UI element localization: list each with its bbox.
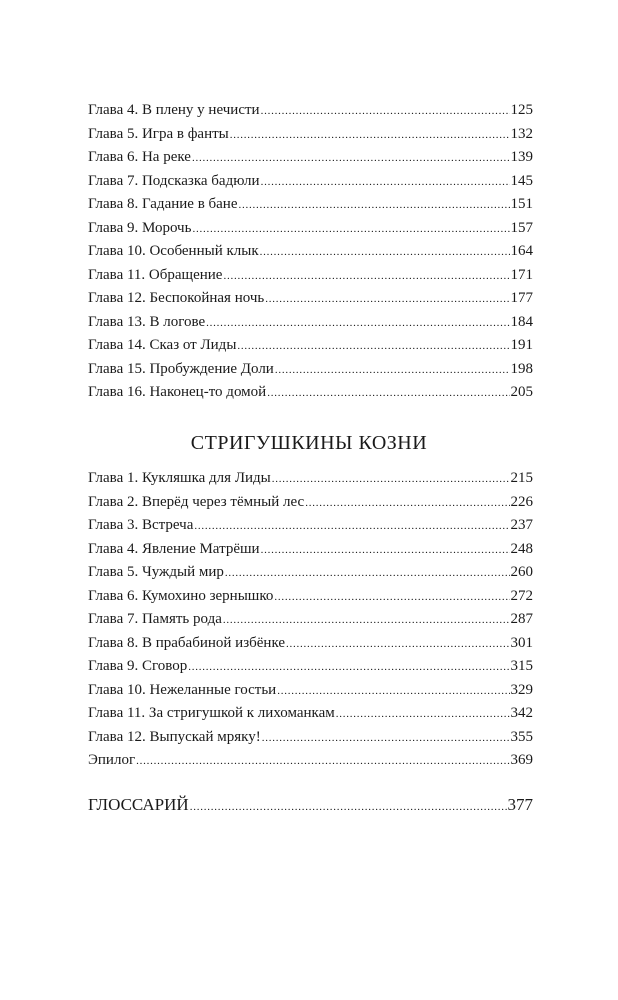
entry-page: 248 <box>510 540 533 557</box>
entry-title: Глава 12. Беспокойная ночь <box>88 290 265 306</box>
dot-leader <box>261 538 510 563</box>
entry-title: Глава 2. Вперёд через тёмный лес <box>88 493 305 510</box>
dot-leader <box>230 123 510 148</box>
dot-leader <box>267 381 509 406</box>
toc-entry[interactable] <box>88 608 533 632</box>
toc-section-1 <box>88 99 533 405</box>
entry-page: 157 <box>510 219 533 236</box>
toc-entry[interactable] <box>88 655 533 679</box>
toc-entry[interactable] <box>88 585 533 609</box>
dot-leader <box>223 608 510 633</box>
entry-page: 260 <box>510 564 533 580</box>
entry-title: Глава 8. В прабабиной избёнке <box>88 634 286 651</box>
entry-page: 164 <box>510 243 533 259</box>
entry-page: 215 <box>510 470 533 486</box>
dot-leader <box>274 585 509 610</box>
entry-page: 226 <box>510 493 533 510</box>
dot-leader <box>262 726 510 751</box>
toc-entry[interactable] <box>88 193 533 217</box>
entry-title: Глава 3. Встреча <box>88 517 194 533</box>
toc-entry[interactable] <box>88 514 533 538</box>
dot-leader <box>275 358 510 383</box>
entry-page: 315 <box>510 658 533 674</box>
entry-title: Глава 4. В плену у нечисти <box>88 102 260 118</box>
dot-leader <box>223 264 509 289</box>
toc-entry[interactable] <box>88 170 533 194</box>
toc-entry[interactable] <box>88 381 533 405</box>
toc-entry[interactable] <box>88 146 533 170</box>
dot-leader <box>188 655 509 680</box>
entry-page: 237 <box>510 517 533 533</box>
dot-leader <box>239 193 510 218</box>
entry-title: Глава 10. Нежеланные гостьи <box>88 681 277 698</box>
entry-page: 301 <box>510 634 533 651</box>
entry-page: 272 <box>510 587 533 604</box>
entry-page: 125 <box>510 102 533 118</box>
entry-title: Глава 9. Сговор <box>88 658 188 674</box>
toc-entry[interactable] <box>88 467 533 491</box>
toc-entry[interactable] <box>88 334 533 358</box>
dot-leader <box>192 217 509 242</box>
toc-entry[interactable] <box>88 358 533 382</box>
toc-glossary <box>88 793 533 817</box>
toc-entry-glossary[interactable] <box>88 793 533 817</box>
dot-leader <box>286 632 509 657</box>
entry-page: 132 <box>510 125 533 142</box>
entry-page: 177 <box>510 290 533 306</box>
toc-entry[interactable] <box>88 749 533 773</box>
entry-page: 191 <box>510 337 533 353</box>
entry-page: 198 <box>510 360 533 377</box>
toc-entry[interactable] <box>88 538 533 562</box>
dot-leader <box>136 749 509 774</box>
entry-title: Глава 5. Игра в фанты <box>88 125 229 142</box>
toc-entry[interactable] <box>88 311 533 335</box>
entry-title: Глава 7. Подсказка бадюли <box>88 172 260 189</box>
entry-title: Глава 16. Наконец-то домой <box>88 384 267 400</box>
entry-page: 145 <box>510 172 533 189</box>
entry-page: 377 <box>507 795 533 814</box>
entry-title: Глава 15. Пробуждение Доли <box>88 360 274 377</box>
toc-entry[interactable] <box>88 702 533 726</box>
part-heading: СТРИГУШКИНЫ КОЗНИ <box>190 432 428 454</box>
toc-entry[interactable] <box>88 240 533 264</box>
entry-page: 139 <box>510 149 533 165</box>
dot-leader <box>206 311 509 336</box>
entry-title: Глава 5. Чуждый мир <box>88 564 224 580</box>
dot-leader <box>272 467 510 492</box>
entry-page: 205 <box>510 384 533 400</box>
toc-entry[interactable] <box>88 726 533 750</box>
toc-entry[interactable] <box>88 287 533 311</box>
dot-leader <box>277 679 509 704</box>
entry-title: Глава 8. Гадание в бане <box>88 196 238 212</box>
dot-leader <box>190 793 507 820</box>
entry-page: 151 <box>510 196 533 212</box>
toc-entry[interactable] <box>88 679 533 703</box>
entry-page: 184 <box>510 313 533 330</box>
dot-leader <box>237 334 509 359</box>
entry-page: 329 <box>510 681 533 698</box>
entry-page: 369 <box>510 752 533 768</box>
toc-entry[interactable] <box>88 264 533 288</box>
entry-page: 355 <box>510 728 533 745</box>
toc-entry[interactable] <box>88 491 533 515</box>
dot-leader <box>265 287 509 312</box>
toc-entry[interactable] <box>88 99 533 123</box>
entry-page: 287 <box>510 611 533 627</box>
dot-leader <box>336 702 510 727</box>
entry-title: Глава 14. Сказ от Лиды <box>88 337 237 353</box>
dot-leader <box>192 146 510 171</box>
entry-title: Глава 1. Кукляшка для Лиды <box>88 470 271 486</box>
toc-entry[interactable] <box>88 561 533 585</box>
entry-page: 342 <box>510 705 533 721</box>
entry-title: Глава 11. За стригушкой к лихоманкам <box>88 705 335 721</box>
entry-title: Глава 6. На реке <box>88 149 191 165</box>
entry-title: Глава 6. Кумохино зернышко <box>88 587 274 604</box>
entry-title: Глава 13. В логове <box>88 313 206 330</box>
toc-entry[interactable] <box>88 123 533 147</box>
entry-title: Глава 4. Явление Матрёши <box>88 540 260 557</box>
entry-title: ГЛОССАРИЙ <box>88 795 189 814</box>
entry-title: Эпилог <box>88 752 136 768</box>
entry-title: Глава 9. Морочь <box>88 219 192 236</box>
toc-section-2 <box>88 467 533 773</box>
entry-title: Глава 11. Обращение <box>88 266 223 283</box>
dot-leader <box>261 170 510 195</box>
entry-page: 171 <box>510 266 533 283</box>
toc-entry[interactable] <box>88 632 533 656</box>
toc-entry[interactable] <box>88 217 533 241</box>
dot-leader <box>194 514 509 539</box>
entry-title: Глава 10. Особенный клык <box>88 243 259 259</box>
dot-leader <box>260 240 510 265</box>
dot-leader <box>261 99 510 124</box>
entry-title: Глава 12. Выпускай мряку! <box>88 728 261 745</box>
dot-leader <box>305 491 509 516</box>
entry-title: Глава 7. Память рода <box>88 611 222 627</box>
dot-leader <box>225 561 510 586</box>
